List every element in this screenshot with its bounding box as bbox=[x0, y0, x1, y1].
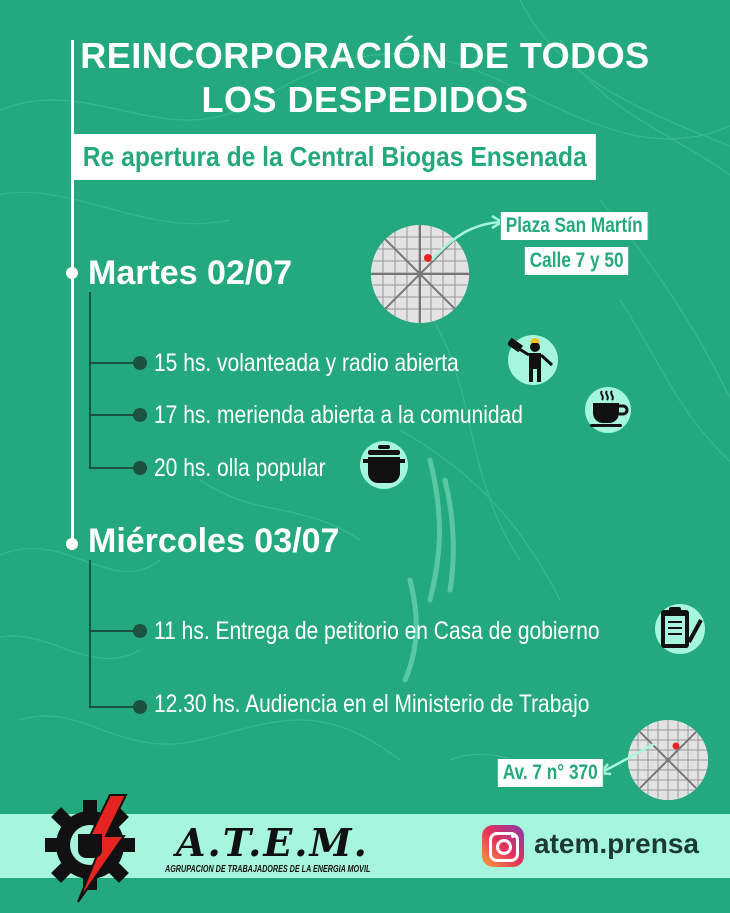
instagram-icon[interactable] bbox=[482, 825, 524, 867]
event-dot bbox=[133, 700, 147, 714]
headline-line1: REINCORPORACIÓN DE TODOS bbox=[80, 35, 650, 76]
tree-branch bbox=[89, 414, 139, 416]
location-label: Av. 7 n° 370 bbox=[497, 758, 603, 788]
event-dot bbox=[133, 408, 147, 422]
location-label: Plaza San Martín bbox=[500, 211, 648, 241]
tree-branch bbox=[89, 467, 139, 469]
day-label: Martes 02/07 bbox=[88, 254, 293, 292]
map-pointer-line bbox=[598, 738, 658, 778]
atem-logo-tagline: AGRUPACION DE TRABAJADORES DE LA ENERGIA MOVIL bbox=[165, 864, 371, 875]
map-pointer-line bbox=[430, 214, 505, 264]
tree-branch bbox=[89, 362, 139, 364]
day-marker-dot bbox=[66, 538, 78, 550]
day-marker-dot bbox=[66, 267, 78, 279]
atem-logo-icon bbox=[40, 790, 140, 905]
headline-line2: LOS DESPEDIDOS bbox=[201, 79, 529, 120]
tree-branch bbox=[89, 630, 139, 632]
location-label: Calle 7 y 50 bbox=[524, 246, 629, 276]
coffee-cup-icon bbox=[585, 387, 631, 433]
subtitle-banner: Re apertura de la Central Biogas Ensenada bbox=[74, 134, 596, 180]
tree-vertical bbox=[89, 560, 91, 708]
event-dot bbox=[133, 461, 147, 475]
worker-megaphone-icon bbox=[508, 335, 558, 385]
cooking-pot-icon bbox=[360, 441, 408, 489]
event-dot bbox=[133, 356, 147, 370]
atem-logo-text: A.T.E.M. bbox=[176, 820, 369, 865]
timeline-line bbox=[71, 40, 74, 545]
event-text: 15 hs. volanteada y radio abierta bbox=[154, 349, 459, 377]
event-text: 12.30 hs. Audiencia en el Ministerio de Trabajo bbox=[154, 690, 590, 718]
clipboard-icon bbox=[655, 604, 705, 654]
event-text: 17 hs. merienda abierta a la comunidad bbox=[154, 401, 523, 429]
tree-vertical bbox=[89, 292, 91, 469]
tree-branch bbox=[89, 706, 139, 708]
day-label: Miércoles 03/07 bbox=[88, 522, 340, 560]
instagram-handle[interactable]: atem.prensa bbox=[534, 828, 699, 859]
event-text: 11 hs. Entrega de petitorio en Casa de gobierno bbox=[154, 617, 600, 645]
event-text: 20 hs. olla popular bbox=[154, 454, 326, 482]
event-dot bbox=[133, 624, 147, 638]
